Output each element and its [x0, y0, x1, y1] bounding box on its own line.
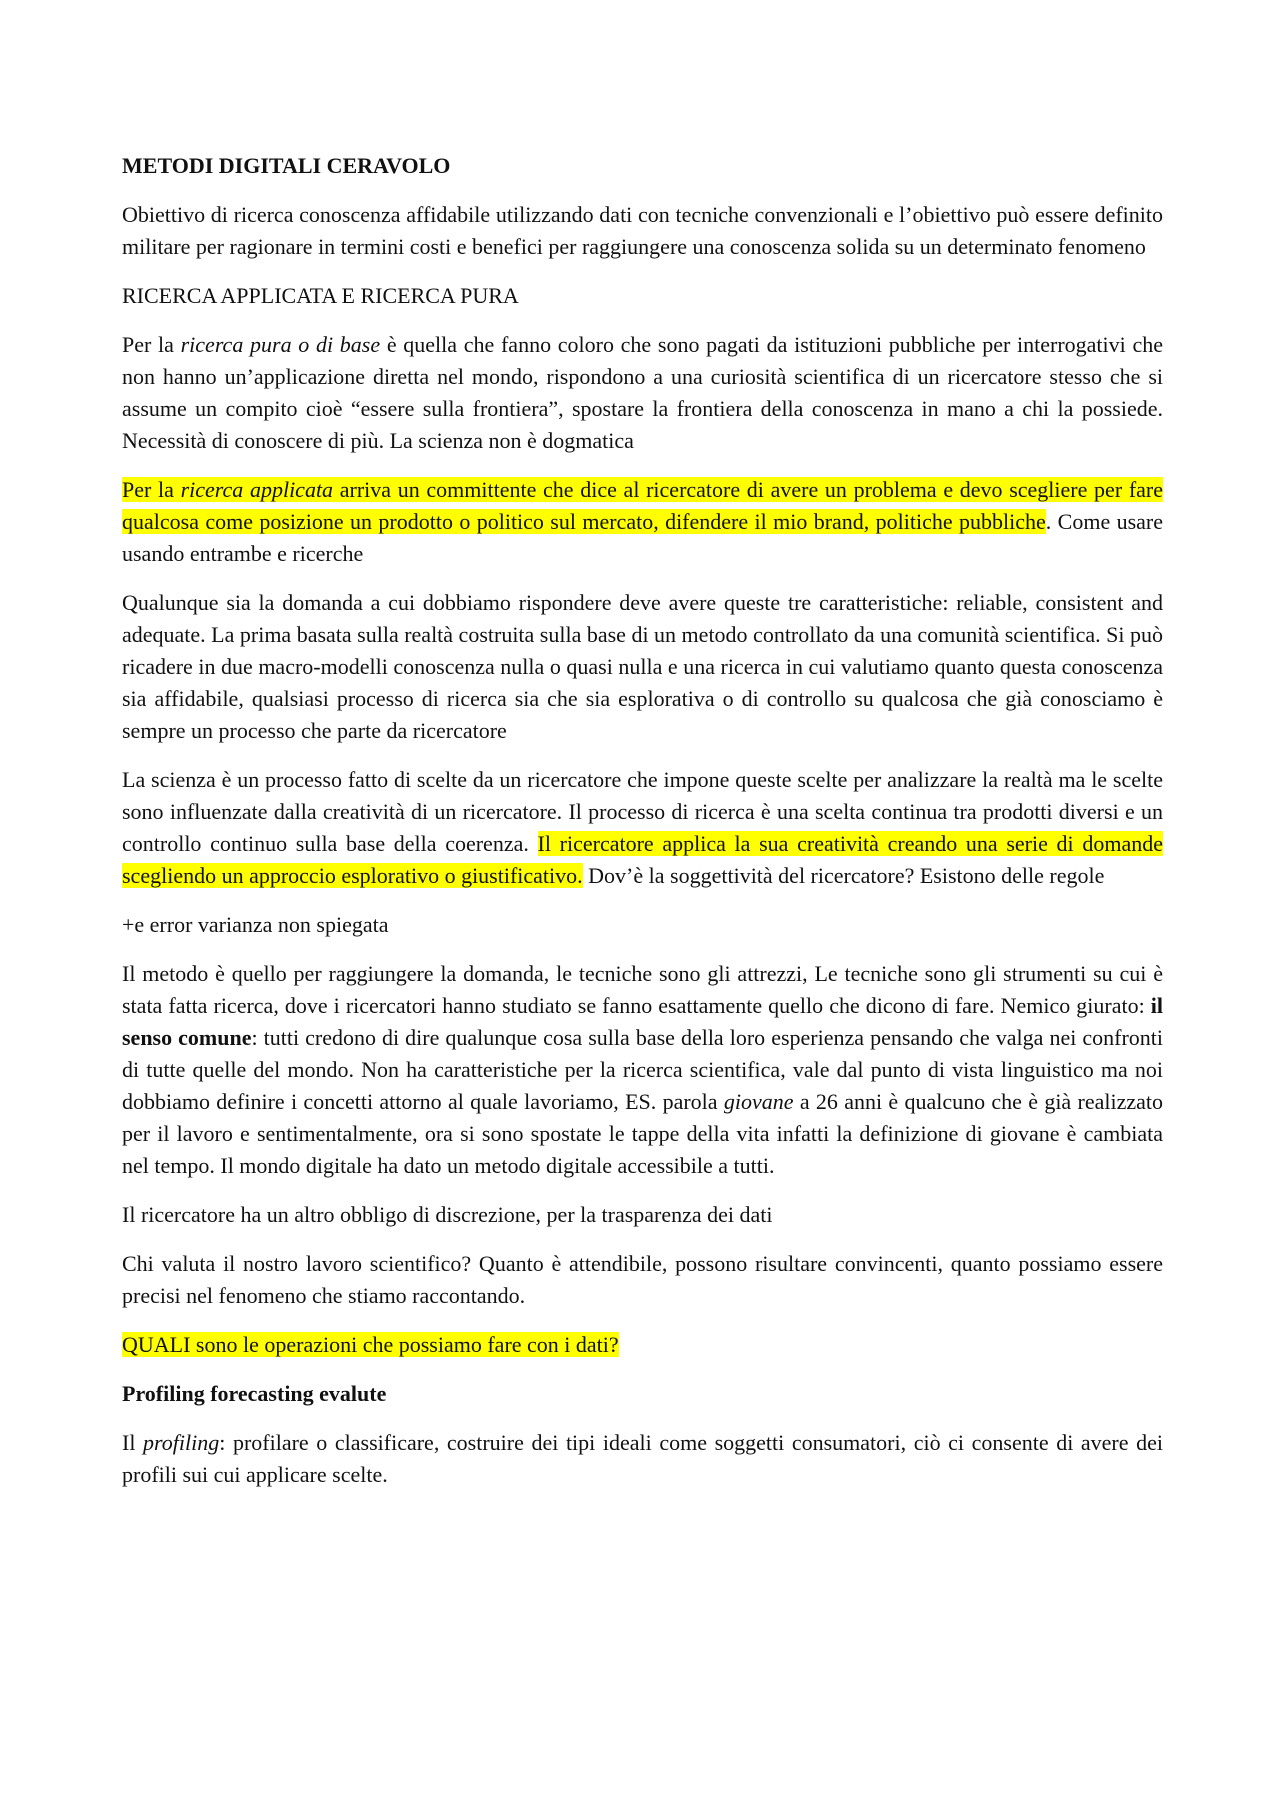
term-profiling: profiling — [143, 1430, 220, 1455]
term-pure-research: ricerca pura o di base — [180, 332, 381, 357]
paragraph-method: Il metodo è quello per raggiungere la domanda, le tecniche sono gli attrezzi, Le tecniche sono gli strumenti su cui è stata fatta ricerca, dove i ricercatori hanno studiato se fanno esattamente quello che dicono di fare. Nemico giurato: il senso comune: tutti credono di dire qualunque cosa sulla base della loro esperienza pensando che valga nei confronti di tutte quelle del mondo. Non ha caratteristiche per la ricerca scientifica, vale dal punto di vista linguistico ma noi dobbiamo definire i concetti attorno al quale lavoriamo, ES. parola giovane a 26 anni è qualcuno che è già realizzato per il lavoro e sentimentalmente, ora si sono spostate le tappe della vita infatti la definizione di giovane è cambiata nel tempo. Il mondo digitale ha dato un metodo digitale accessibile a tutti. — [122, 961, 1164, 1178]
paragraph-objective: Obiettivo di ricerca conoscenza affidabile utilizzando dati con tecniche convenzionali e l’obiettivo può essere definito militare per ragionare in termini costi e benefici per raggiungere una conoscenza solida su un determinato fenomeno — [122, 202, 1163, 259]
section-heading-research-types: RICERCA APPLICATA E RICERCA PURA — [122, 283, 519, 308]
term-applied-research: ricerca applicata — [180, 477, 334, 502]
paragraph-discretion: Il ricercatore ha un altro obbligo di discrezione, per la trasparenza dei dati — [122, 1202, 773, 1227]
paragraph-pure-research: Per la ricerca pura o di base è quella che fanno coloro che sono pagati da istituzioni pubbliche per interrogativi che non hanno un’applicazione diretta nel mondo, rispondono a una curiosità scientifica di un ricercatore stesso che si assume un compito cioè “essere sulla frontiera”, spostare la frontiera della conoscenza in mano a chi la possiede. Necessità di conoscere di più. La scienza non è dogmatica — [122, 332, 1163, 453]
document-title: METODI DIGITALI CERAVOLO — [122, 153, 451, 178]
paragraph-applied-research: Per la ricerca applicata arriva un committente che dice al ricercatore di avere un problema e devo scegliere per fare qualcosa come posizione un prodotto o politico sul mercato, difendere il mio brand, politiche pubbliche. Come usare usando entrambe e ricerche — [122, 477, 1163, 566]
highlight-operations: QUALI sono le operazioni che possiamo fare con i dati? — [122, 1332, 619, 1357]
term-giovane: giovane — [723, 1089, 794, 1114]
paragraph-error-note: +e error varianza non spiegata — [122, 912, 389, 937]
paragraph-profiling: Il profiling: profilare o classificare, costruire dei tipi ideali come soggetti consumatori, ciò ci consente di avere dei profili sui cui applicare scelte. — [122, 1430, 1163, 1487]
paragraph-evaluation: Chi valuta il nostro lavoro scientifico? Quanto è attendibile, possono risultare convincenti, quanto possiamo essere precisi nel fenomeno che stiamo raccontando. — [122, 1251, 1163, 1308]
paragraph-operations-question — [122, 1329, 1163, 1361]
paragraph-characteristics: Qualunque sia la domanda a cui dobbiamo rispondere deve avere queste tre caratteristiche: reliable, consistent and adequate. La prima basata sulla realtà costruita sulla base di un metodo controllato da una comunità scientifica. Si può ricadere in due macro-modelli conoscenza nulla o quasi nulla e una ricerca in cui valutiamo quanto questa conoscenza sia affidabile, qualsiasi processo di ricerca sia che sia esplorativa o di controllo su qualcosa che già conosciamo è sempre un processo che parte da ricercatore — [122, 590, 1163, 743]
highlight-applied-research: Per la ricerca applicata arriva un committente che dice al ricercatore di avere un problema e devo scegliere per fare qualcosa come posizione un prodotto o politico sul mercato, difendere il mio brand, politiche pubbliche — [122, 477, 1163, 534]
section-heading-profiling: Profiling forecasting evalute — [122, 1381, 387, 1406]
paragraph-science-process: La scienza è un processo fatto di scelte da un ricercatore che impone queste scelte per analizzare la realtà ma le scelte sono influenzate dalla creatività di un ricercatore. Il processo di ricerca è una scelta continua tra prodotti diversi e un controllo continuo sulla base della coerenza. Il ricercatore applica la sua creatività creando una serie di domande scegliendo un approccio esplorativo o giustificativo. Dov’è la soggettività del ricercatore? Esistono delle regole — [122, 767, 1163, 888]
highlight-creativity: Il ricercatore applica la sua creatività creando una serie di domande scegliendo un approccio esplorativo o giustificativo. — [122, 831, 1163, 888]
term-common-sense: il senso comune — [122, 993, 1163, 1050]
document-page — [122, 150, 1163, 1508]
